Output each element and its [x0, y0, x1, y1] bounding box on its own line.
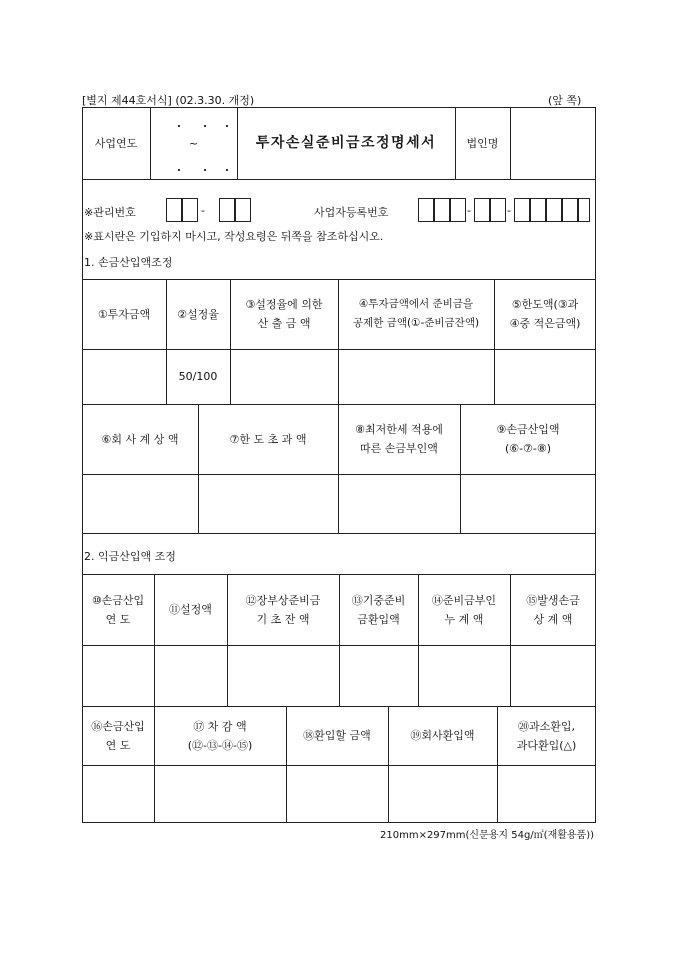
reg-no-box[interactable]	[514, 198, 530, 222]
s1-deductible-field[interactable]	[461, 475, 595, 532]
mgmt-no-label: ※관리번호	[84, 206, 136, 219]
mgmt-no-box[interactable]	[219, 198, 235, 222]
reg-no-box[interactable]	[474, 198, 490, 222]
page-side: (앞 쪽)	[548, 94, 582, 107]
s2-header-opening-balance: ⑫장부상준비금 기 초 잔 액	[245, 593, 321, 626]
s2-under-over-field[interactable]	[498, 766, 595, 822]
mgmt-no-box[interactable]	[182, 198, 198, 222]
s1-deducted-field[interactable]	[339, 350, 493, 403]
s1-investment-field[interactable]	[83, 350, 165, 403]
s1-header-limit: ⑤한도액(③과 ④중 적은금액)	[509, 298, 581, 330]
s1-excess-field[interactable]	[199, 475, 337, 532]
s2-disallowed-field[interactable]	[419, 646, 509, 705]
s2-set-amount-field[interactable]	[155, 646, 226, 705]
s2-year-field[interactable]	[83, 646, 153, 705]
reg-no-box[interactable]	[490, 198, 506, 222]
reg-no-box[interactable]	[450, 198, 466, 222]
reg-no-dash: -	[507, 204, 511, 217]
s1-header-deductible: ⑨손금산입액 (⑥-⑦-⑧)	[496, 423, 560, 455]
form-title: 투자손실준비금조정명세서	[255, 134, 437, 151]
business-year-label: 사업연도	[94, 136, 138, 150]
s2-header-net-amount: ⑰ 차 감 액 (⑫-⑬-⑭-⑮)	[187, 719, 253, 752]
s2-reversal-field[interactable]	[340, 646, 417, 705]
business-period-field[interactable]: ~	[188, 136, 199, 150]
corp-name-field[interactable]	[511, 108, 595, 178]
s2-year-b-field[interactable]	[83, 766, 153, 822]
s1-header-computed: ③설정율에 의한 산 출 금 액	[245, 298, 323, 330]
s2-header-year: ⑩손금산입 연 도	[91, 593, 145, 626]
form-number: [별지 제44호서식] (02.3.30. 개정)	[82, 94, 255, 107]
mgmt-no-box[interactable]	[235, 198, 251, 222]
s2-header-set-amount: ⑪설정액	[169, 603, 212, 616]
s1-company-amount-field[interactable]	[83, 475, 197, 532]
reg-no-dash: -	[467, 204, 471, 217]
s2-header-reversal: ⑬기중준비 금환입액	[351, 593, 406, 626]
reg-no-box[interactable]	[530, 198, 546, 222]
section2-heading: 2. 익금산입액 조정	[84, 550, 176, 563]
section1-heading: 1. 손금산입액조정	[84, 256, 173, 269]
corp-name-label: 법인명	[466, 136, 499, 150]
s2-header-under-over: ⑳과소환입, 과다환입(△)	[516, 719, 577, 752]
mgmt-no-dash: -	[201, 204, 205, 217]
s1-min-tax-field[interactable]	[339, 475, 459, 532]
s2-to-reverse-field[interactable]	[287, 766, 387, 822]
s1-limit-field[interactable]	[495, 350, 595, 403]
s1-header-excess: ⑦한 도 초 과 액	[229, 432, 307, 446]
reg-no-box[interactable]	[434, 198, 450, 222]
reg-no-box[interactable]	[578, 198, 590, 222]
reg-no-box[interactable]	[546, 198, 562, 222]
s1-header-company-amount: ⑥회 사 계 상 액	[101, 432, 179, 446]
mgmt-no-box[interactable]	[166, 198, 182, 222]
notice-text: ※표시란은 기입하지 마시고, 작성요령은 뒤쪽을 참조하십시오.	[84, 230, 384, 243]
s2-header-loss-offset: ⑮발생손금 상 계 액	[526, 593, 580, 626]
paper-spec: 210mm×297mm(신문용지 54g/㎡(재활용품))	[380, 830, 595, 841]
s2-header-year-b: ⑯손금산입 연 도	[91, 719, 145, 752]
s2-header-disallowed: ⑭준비금부인 누 계 액	[431, 593, 497, 626]
s1-header-deducted: ④투자금액에서 준비금을 공제한 금액(①-준비금잔액)	[352, 298, 480, 329]
s1-header-investment: ①투자금액	[97, 307, 151, 321]
s1-header-min-tax: ⑧최저한세 적용에 따른 손금부인액	[355, 423, 443, 455]
s2-header-company-reversal: ⑲회사환입액	[410, 729, 475, 742]
s2-loss-offset-field[interactable]	[511, 646, 595, 705]
reg-no-box[interactable]	[562, 198, 578, 222]
s2-net-amount-field[interactable]	[155, 766, 285, 822]
s1-header-rate: ②설정율	[177, 307, 219, 321]
s2-company-reversal-field[interactable]	[389, 766, 496, 822]
s2-header-to-reverse: ⑱환입할 금액	[303, 729, 371, 742]
s2-opening-balance-field[interactable]	[228, 646, 338, 705]
reg-no-box[interactable]	[418, 198, 434, 222]
reg-no-label: 사업자등록번호	[314, 206, 389, 219]
s1-computed-field[interactable]	[231, 350, 337, 403]
s1-rate-value: 50/100	[178, 370, 218, 383]
